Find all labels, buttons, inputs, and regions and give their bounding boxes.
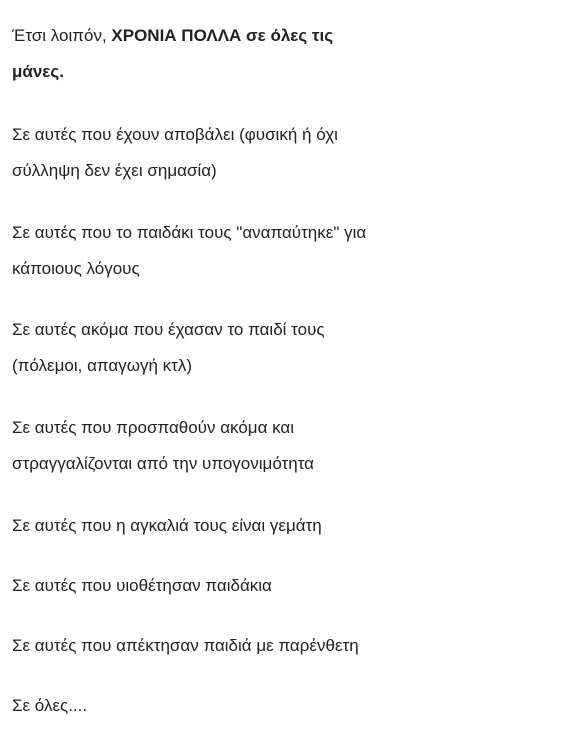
- paragraph-line: Σε αυτές που το παιδάκι τους "αναπαύτηκε" για: [12, 223, 367, 242]
- intro-paragraph: [12, 18, 572, 90]
- paragraph-lost-child: [12, 312, 572, 384]
- paragraph-full-arms: [12, 508, 572, 544]
- intro-bold-text: ΧΡΟΝΙΑ ΠΟΛΛΑ σε όλες τις: [111, 26, 334, 45]
- paragraph-line: Σε αυτές που έχουν αποβάλει (φυσική ή όχι: [12, 125, 338, 144]
- paragraph-line: Σε όλες....: [12, 696, 88, 715]
- paragraph-infertility: [12, 410, 572, 482]
- paragraph-line: Σε αυτές που η αγκαλιά τους είναι γεμάτη: [12, 516, 322, 535]
- intro-line-2: μάνες.: [12, 62, 64, 81]
- paragraph-to-all: [12, 688, 572, 724]
- paragraph-line: (πόλεμοι, απαγωγή κτλ): [12, 356, 193, 375]
- intro-plain-text: Έτσι λοιπόν,: [12, 26, 112, 45]
- paragraph-line: Σε αυτές ακόμα που έχασαν το παιδί τους: [12, 320, 325, 339]
- intro-line-1: [12, 18, 572, 54]
- paragraph-line: Σε αυτές που υιοθέτησαν παιδάκια: [12, 576, 272, 595]
- paragraph-line: Σε αυτές που απέκτησαν παιδιά με παρένθετη: [12, 636, 359, 655]
- paragraph-adopted: [12, 568, 572, 604]
- paragraph-miscarriage: [12, 117, 572, 189]
- paragraph-line: στραγγαλίζονται από την υπογονιμότητα: [12, 454, 315, 473]
- paragraph-surrogate: [12, 628, 572, 664]
- paragraph-line: Σε αυτές που προσπαθούν ακόμα και: [12, 418, 295, 437]
- paragraph-line: κάποιους λόγους: [12, 259, 140, 278]
- paragraph-line: σύλληψη δεν έχει σημασία): [12, 161, 217, 180]
- paragraph-child-rested: [12, 215, 572, 287]
